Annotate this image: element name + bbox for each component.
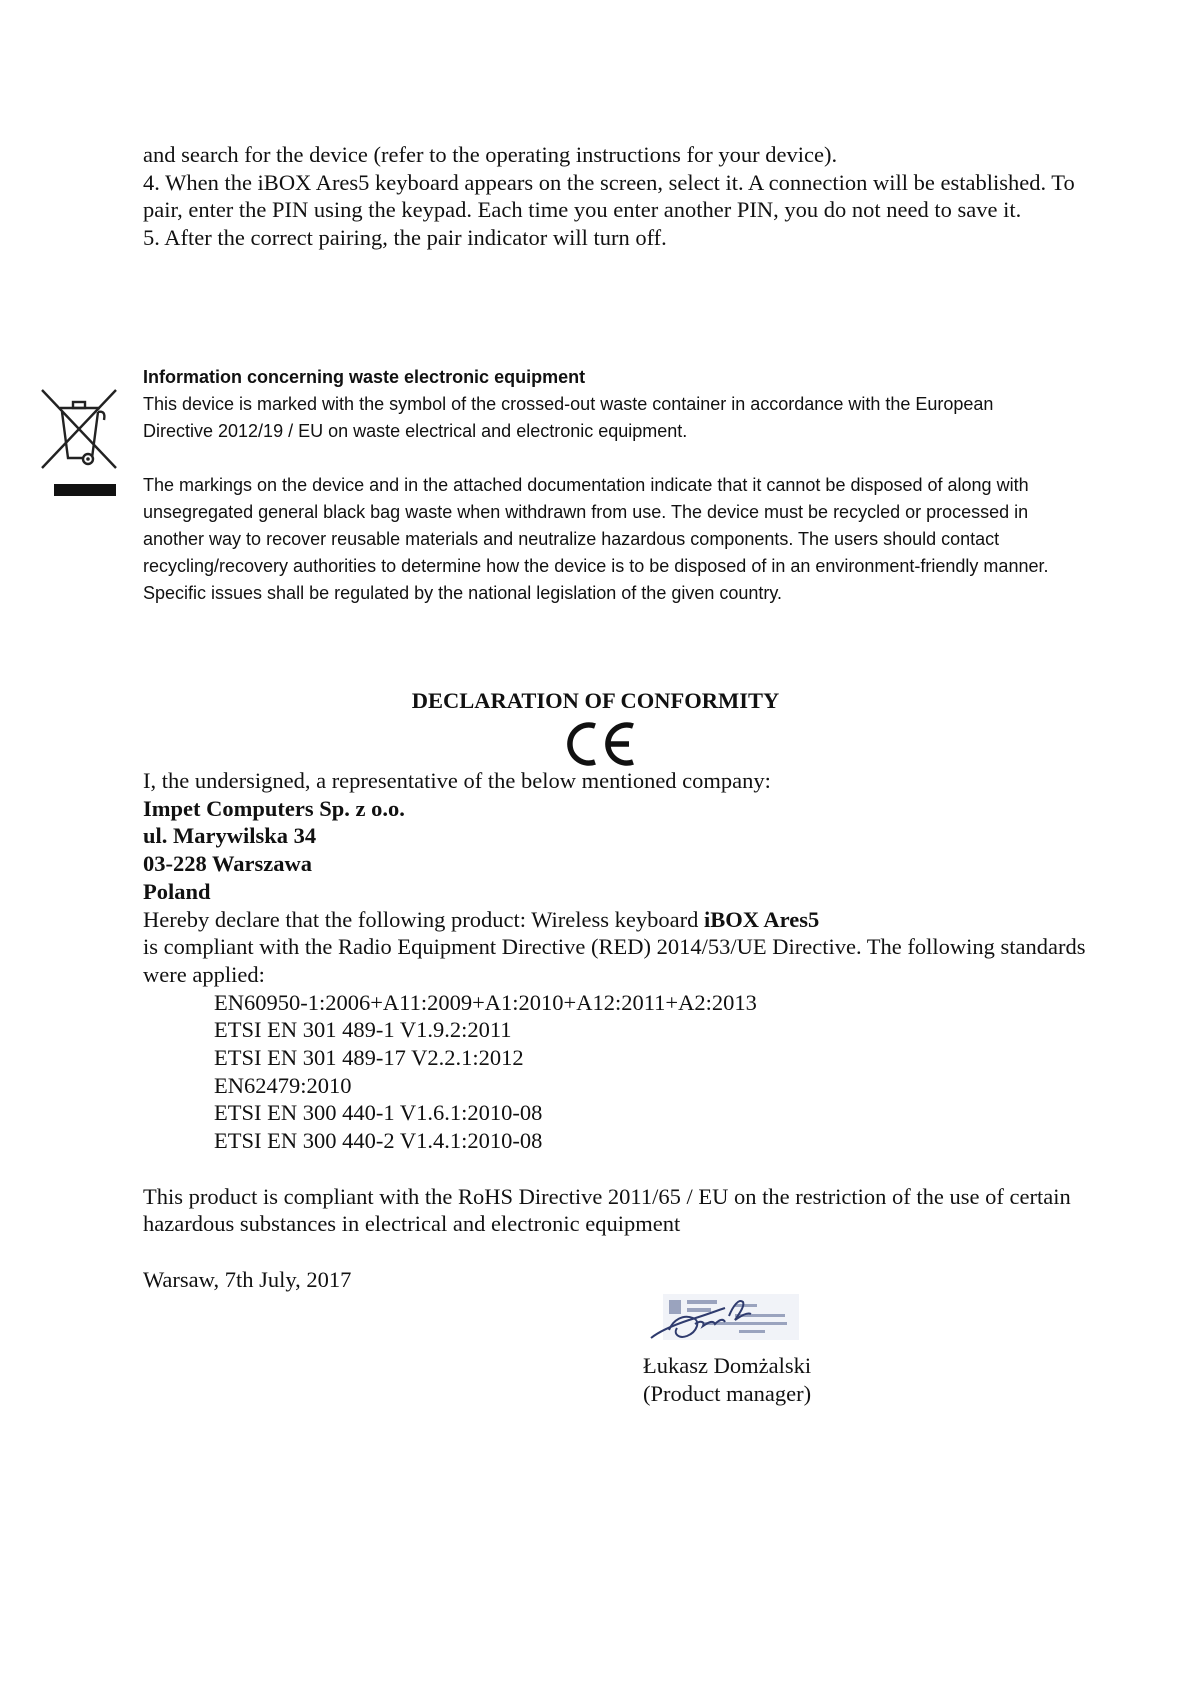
company-name: Impet Computers Sp. z o.o. bbox=[143, 795, 405, 821]
intro-line: and search for the device (refer to the operating instructions for your device). bbox=[143, 142, 838, 167]
waste-paragraph-3: Specific issues shall be regulated by the national legislation of the given country. bbox=[143, 583, 783, 603]
standard-item: ETSI EN 301 489-1 V1.9.2:2011 bbox=[214, 1017, 512, 1043]
waste-info-section bbox=[143, 364, 1063, 607]
company-city: 03-228 Warszawa bbox=[143, 851, 312, 877]
signer-name: Łukasz Domżalski bbox=[643, 1353, 812, 1378]
step-5: 5. After the correct pairing, the pair indicator will turn off. bbox=[143, 224, 667, 250]
waste-paragraph-2: The markings on the device and in the attached documentation indicate that it cannot be disposed of along with unsegregated general black bag waste when withdrawn from use. The device must be recycled or processed in another way to recover reusable materials and neutralize hazardous components. The users should contact recycling/recovery authorities to determine how the device is to be disposed of in an environment-friendly manner. bbox=[143, 475, 1049, 576]
standard-item: EN60950-1:2006+A11:2009+A1:2010+A12:2011+A2:2013 bbox=[214, 989, 757, 1015]
standard-item: ETSI EN 300 440-1 V1.6.1:2010-08 bbox=[214, 1100, 543, 1126]
standard-item: EN62479:2010 bbox=[214, 1072, 352, 1098]
step-4: 4. When the iBOX Ares5 keyboard appears on the screen, select it. A connection will be established. To pair, enter the PIN using the keypad. Each time you enter another PIN, you do not need to save it. bbox=[143, 169, 1075, 222]
product-line bbox=[143, 906, 1103, 934]
signature-stamp-icon bbox=[643, 1290, 803, 1352]
signer-role: (Product manager) bbox=[643, 1380, 812, 1406]
rohs-statement: This product is compliant with the RoHS Directive 2011/65 / EU on the restriction of the use of certain hazardous substances in electrical and electronic equipment bbox=[143, 1183, 1071, 1237]
intro-section bbox=[143, 141, 1083, 251]
ce-mark-icon bbox=[563, 720, 637, 768]
company-street: ul. Marywilska 34 bbox=[143, 823, 317, 849]
waste-paragraph-1: This device is marked with the symbol of the crossed-out waste container in accordance with the European Directive 2012/19 / EU on waste electrical and electronic equipment. bbox=[143, 394, 994, 441]
company-country: Poland bbox=[143, 878, 211, 904]
declaration-intro: I, the undersigned, a representative of the below mentioned company: bbox=[143, 768, 771, 793]
declaration-title: DECLARATION OF CONFORMITY bbox=[411, 688, 780, 713]
declaration-body bbox=[143, 767, 1103, 1293]
signer-block bbox=[643, 1352, 811, 1407]
standard-item: ETSI EN 300 440-2 V1.4.1:2010-08 bbox=[214, 1128, 543, 1154]
standard-item: ETSI EN 301 489-17 V2.2.1:2012 bbox=[214, 1045, 524, 1071]
crossed-out-waste-bin-icon bbox=[40, 388, 126, 498]
waste-title: Information concerning waste electronic equipment bbox=[143, 367, 586, 387]
compliance-statement: is compliant with the Radio Equipment Directive (RED) 2014/53/UE Directive. The following standards were applied: bbox=[143, 934, 1086, 987]
place-date: Warsaw, 7th July, 2017 bbox=[143, 1266, 352, 1292]
product-name: iBOX Ares5 bbox=[703, 906, 820, 932]
product-prefix: Hereby declare that the following product: Wireless keyboard bbox=[143, 906, 704, 932]
